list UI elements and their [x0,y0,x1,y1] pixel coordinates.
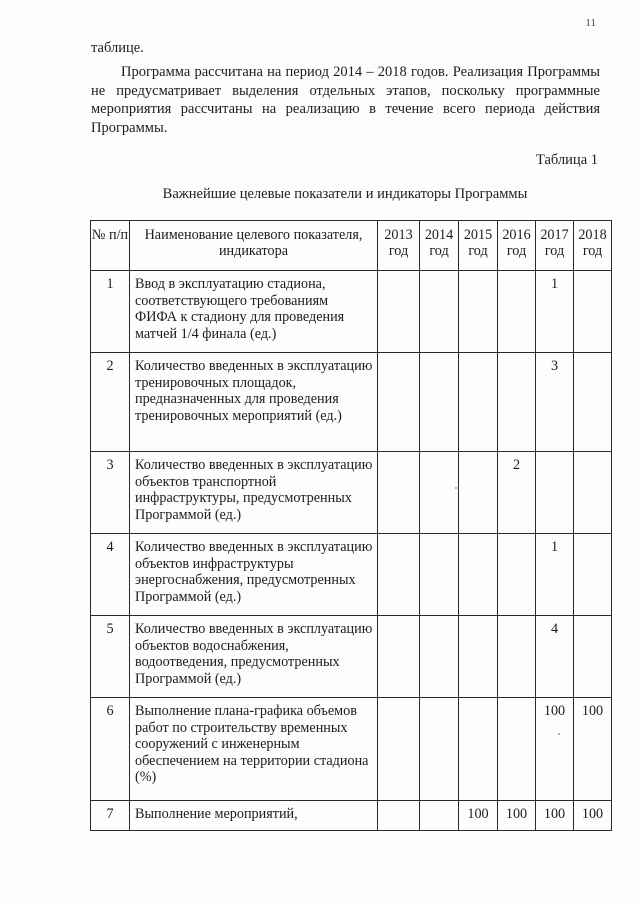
row-number: 5 [91,616,130,698]
indicator-name: Количество введенных в эксплуатацию объектов водоснабжения, водоотведения, предусмотренных Программой (ед.) [130,616,378,698]
header-year: 2013 год [378,221,420,271]
year-value: 1 [536,534,574,616]
year-value [378,353,420,452]
year-value: 100 [574,801,612,831]
header-name: Наименование целевого показателя, индикатора [130,221,378,271]
year-value [420,616,459,698]
year-value [459,353,498,452]
header-year: 2015 год [459,221,498,271]
year-value [459,698,498,801]
year-value: 100 [459,801,498,831]
header-year: 2016 год [498,221,536,271]
year-value [378,801,420,831]
year-value [378,452,420,534]
table-header-row [91,221,612,271]
page-number: 11 [585,17,596,29]
table-row [91,698,612,801]
year-value: 2 [498,452,536,534]
indicators-table [90,220,612,831]
year-value [574,616,612,698]
year-value [574,353,612,452]
year-value [378,271,420,353]
row-number: 4 [91,534,130,616]
header-year: 2018 год [574,221,612,271]
year-value [574,271,612,353]
table-row [91,534,612,616]
row-number: 3 [91,452,130,534]
row-number: 7 [91,801,130,831]
scan-speck [558,733,560,735]
year-value: 4 [536,616,574,698]
year-value: 3 [536,353,574,452]
year-value [420,801,459,831]
year-value [459,616,498,698]
year-value [574,534,612,616]
header-num: № п/п [91,221,130,271]
year-value [574,452,612,534]
year-value: 100 [536,698,574,801]
indicator-name: Количество введенных в эксплуатацию объектов транспортной инфраструктуры, предусмотренных Программой (ед.) [130,452,378,534]
year-value: 100 [574,698,612,801]
year-value [420,534,459,616]
year-value [420,698,459,801]
year-value [378,698,420,801]
year-value: 1 [536,271,574,353]
row-number: 1 [91,271,130,353]
table-row [91,801,612,831]
table-row [91,616,612,698]
year-value [378,534,420,616]
indicator-name: Количество введенных в эксплуатацию тренировочных площадок, предназначенных для проведения тренировочных мероприятий (ед.) [130,353,378,452]
header-year: 2017 год [536,221,574,271]
indicator-name: Количество введенных в эксплуатацию объектов инфраструктуры энергоснабжения, предусмотренных Программой (ед.) [130,534,378,616]
scan-speck [455,487,457,489]
table-row [91,452,612,534]
year-value [420,452,459,534]
year-value [420,271,459,353]
row-number: 2 [91,353,130,452]
indicator-name: Выполнение плана-графика объемов работ по строительству временных сооружений с инженерным обеспечением на территории стадиона (%) [130,698,378,801]
year-value [536,452,574,534]
year-value: 100 [536,801,574,831]
table-title: Важнейшие целевые показатели и индикаторы Программы [162,186,528,202]
year-value [498,271,536,353]
year-value [420,353,459,452]
intro-paragraph: Программа рассчитана на период 2014 – 2018 годов. Реализация Программы не предусматривает выделения отдельных этапов, поскольку программные мероприятия рассчитаны на реализацию в течение всего периода действия Программы. [91,64,600,136]
year-value [459,534,498,616]
table-row [91,271,612,353]
continuation-line: таблице. [91,40,144,56]
indicator-name: Выполнение мероприятий, [130,801,378,831]
year-value [459,452,498,534]
year-value [378,616,420,698]
year-value [459,271,498,353]
year-value [498,353,536,452]
row-number: 6 [91,698,130,801]
year-value [498,616,536,698]
table-row [91,353,612,452]
year-value: 100 [498,801,536,831]
indicator-name: Ввод в эксплуатацию стадиона, соответствующего требованиям ФИФА к стадиону для проведения матчей 1/4 финала (ед.) [130,271,378,353]
year-value [498,534,536,616]
table-label: Таблица 1 [535,152,598,168]
header-year: 2014 год [420,221,459,271]
year-value [498,698,536,801]
